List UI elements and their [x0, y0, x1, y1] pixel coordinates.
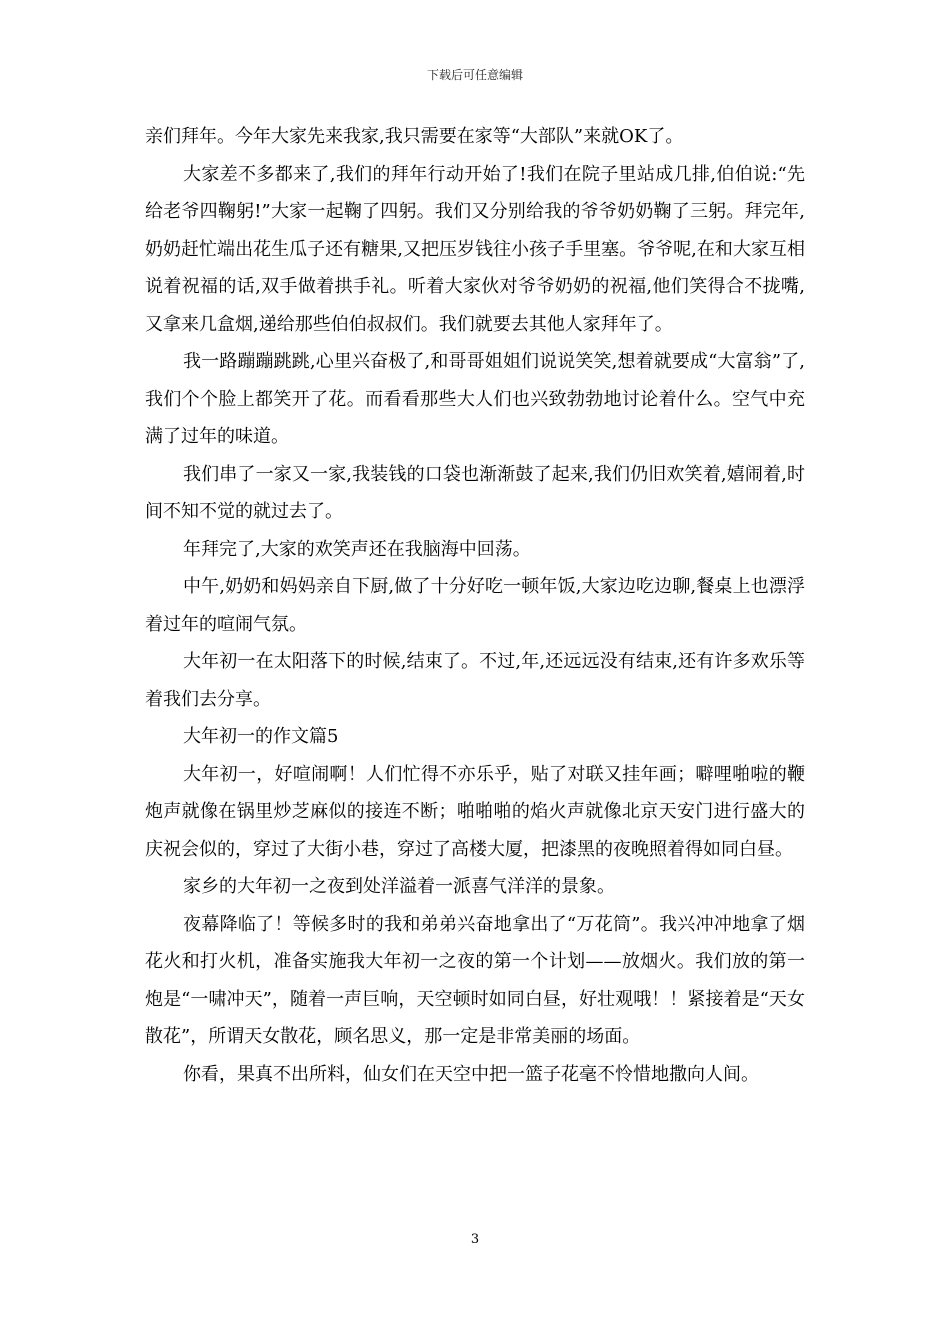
paragraph: 夜幕降临了！等候多时的我和弟弟兴奋地拿出了“万花筒”。我兴冲冲地拿了烟花火和打火机，准备实施我大年初一之夜的第一个计划——放烟火。我们放的第一炮是“一啸冲天”，随着一声巨响，天空顿时如同白昼，好壮观哦！！紧接着是“天女散花”，所谓天女散花，顾名思义，那一定是非常美丽的场面。 — [145, 913, 805, 1047]
paragraph: 中午,奶奶和妈妈亲自下厨,做了十分好吃一顿年饭,大家边吃边聊,餐桌上也漂浮着过年的喧闹气氛。 — [145, 576, 805, 635]
page-number: 3 — [470, 1232, 480, 1247]
paragraph: 大家差不多都来了,我们的拜年行动开始了!我们在院子里站成几排,伯伯说:“先给老爷四鞠躬!”大家一起鞠了四躬。我们又分别给我的爷爷奶奶鞠了三躬。拜完年,奶奶赶忙端出花生瓜子还有糖果,又把压岁钱往小孩子手里塞。爷爷呢,在和大家互相说着祝福的话,双手做着拱手礼。听着大家伙对爷爷奶奶的祝福,他们笑得合不拢嘴,又拿来几盒烟,递给那些伯伯叔叔们。我们就要去其他人家拜年了。 — [145, 163, 805, 335]
body-text — [145, 118, 805, 1093]
paragraph: 我一路蹦蹦跳跳,心里兴奋极了,和哥哥姐姐们说说笑笑,想着就要成“大富翁”了,我们个个脸上都笑开了花。而看看那些大人们也兴致勃勃地讨论着什么。空气中充满了过年的味道。 — [145, 351, 805, 447]
paragraph: 年拜完了,大家的欢笑声还在我脑海中回荡。 — [183, 538, 531, 560]
paragraph: 我们串了一家又一家,我装钱的口袋也渐渐鼓了起来,我们仍旧欢笑着,嬉闹着,时间不知不觉的就过去了。 — [145, 463, 805, 522]
paragraph: 亲们拜年。今年大家先来我家,我只需要在家等“大部队”来就OK了。 — [145, 126, 684, 147]
paragraph: 家乡的大年初一之夜到处洋溢着一派喜气洋洋的景象。 — [183, 876, 615, 897]
paragraph: 大年初一，好喧闹啊！人们忙得不亦乐乎，贴了对联又挂年画；噼哩啪啦的鞭炮声就像在锅里炒芝麻似的接连不断；啪啪啪的焰火声就像北京天安门进行盛大的庆祝会似的，穿过了大街小巷，穿过了高楼大厦，把漆黑的夜晚照着得如同白昼。 — [145, 763, 805, 860]
paragraph: 大年初一在太阳落下的时候,结束了。不过,年,还远远没有结束,还有许多欢乐等着我们去分享。 — [145, 651, 805, 710]
page-header: 下载后可任意编辑 — [426, 68, 523, 82]
section-heading: 大年初一的作文篇5 — [183, 726, 339, 747]
paragraph: 你看，果真不出所料，仙女们在天空中把一篮子花毫不怜惜地撒向人间。 — [183, 1063, 759, 1085]
